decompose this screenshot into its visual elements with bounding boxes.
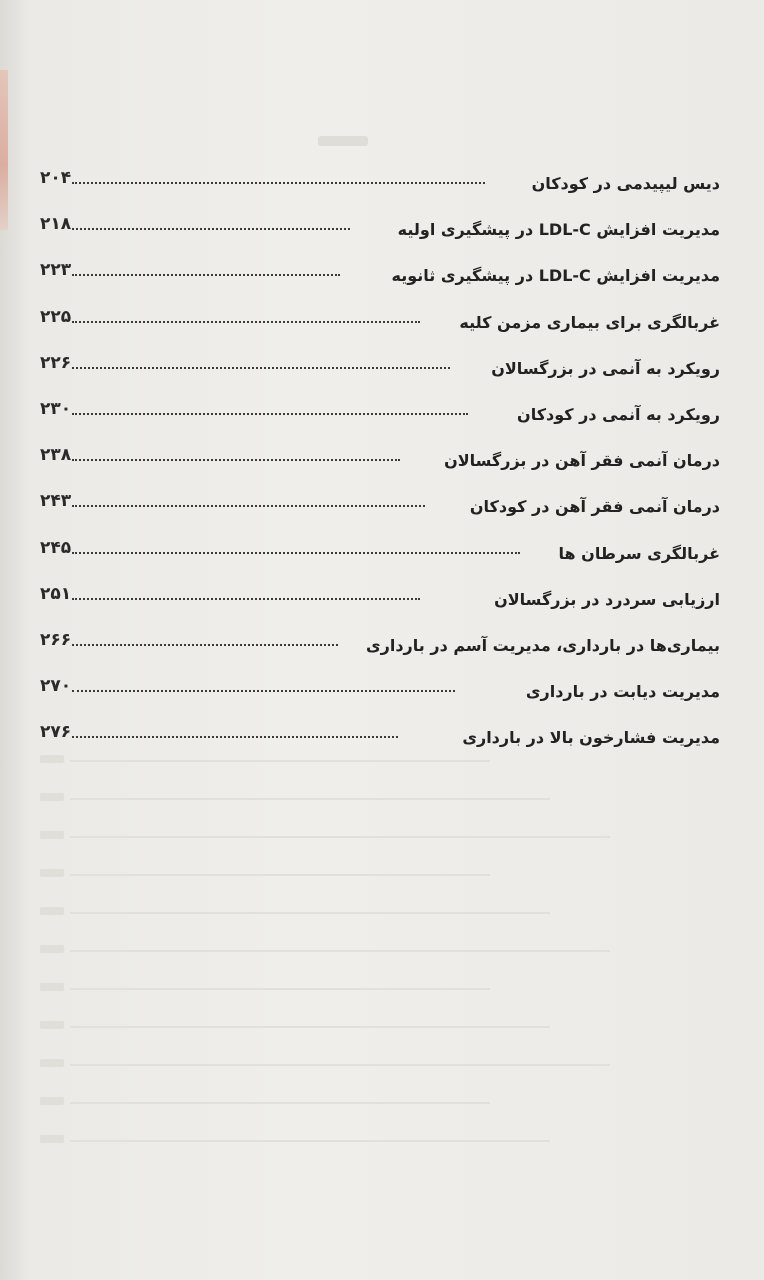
toc-leader-dots bbox=[72, 182, 485, 184]
toc-page-number: ۲۷۶ bbox=[40, 722, 72, 743]
toc-entry bbox=[40, 668, 720, 714]
toc-page-number: ۲۲۶ bbox=[40, 352, 72, 373]
show-through-title bbox=[318, 136, 368, 146]
toc-entry-title: مدیریت فشارخون بالا در بارداری bbox=[462, 728, 720, 748]
toc-page-number: ۲۳۰ bbox=[40, 398, 72, 419]
toc-page-number: ۲۳۸ bbox=[40, 445, 72, 466]
toc-entry bbox=[40, 483, 720, 529]
toc-entry-title: درمان آنمی فقر آهن در کودکان bbox=[469, 497, 720, 517]
toc-entry bbox=[40, 714, 720, 760]
toc-page-number: ۲۶۶ bbox=[40, 629, 72, 650]
toc-leader-dots bbox=[72, 413, 468, 415]
toc-entry bbox=[40, 160, 720, 206]
toc-entry-title: درمان آنمی فقر آهن در بزرگسالان bbox=[444, 451, 720, 471]
toc-leader-dots bbox=[72, 321, 420, 323]
toc-leader-dots bbox=[72, 274, 340, 276]
toc-entry-title: ارزیابی سردرد در بزرگسالان bbox=[494, 589, 720, 609]
toc-entry bbox=[40, 345, 720, 391]
toc-page-number: ۲۱۸ bbox=[40, 214, 72, 235]
toc-leader-dots bbox=[72, 228, 350, 230]
toc-entry bbox=[40, 622, 720, 668]
toc-entry-title: مدیریت افزایش LDL-C در پیشگیری اولیه bbox=[397, 220, 720, 240]
toc-leader-dots bbox=[72, 367, 450, 369]
toc-entry-title: مدیریت دیابت در بارداری bbox=[525, 682, 720, 702]
toc-entry-title: رویکرد به آنمی در کودکان bbox=[517, 404, 720, 424]
toc-leader-dots bbox=[72, 552, 520, 554]
toc-page-number: ۲۲۵ bbox=[40, 306, 72, 327]
table-of-contents bbox=[40, 160, 720, 760]
toc-page-number: ۲۲۳ bbox=[40, 260, 72, 281]
toc-entry-title: مدیریت افزایش LDL-C در پیشگیری ثانویه bbox=[391, 266, 720, 286]
toc-entry bbox=[40, 206, 720, 252]
toc-leader-dots bbox=[72, 598, 420, 600]
toc-page-number: ۲۷۰ bbox=[40, 676, 72, 697]
toc-leader-dots bbox=[72, 644, 338, 646]
toc-page-number: ۲۰۴ bbox=[40, 168, 72, 188]
toc-page-number: ۲۴۳ bbox=[40, 491, 72, 512]
toc-entry bbox=[40, 437, 720, 483]
toc-entry-title: رویکرد به آنمی در بزرگسالان bbox=[491, 358, 720, 378]
toc-entry-title: دیس لیپیدمی در کودکان bbox=[531, 174, 720, 193]
toc-leader-dots bbox=[72, 459, 400, 461]
toc-leader-dots bbox=[72, 690, 455, 692]
toc-leader-dots bbox=[72, 505, 425, 507]
toc-entry-title: غربالگری سرطان ها bbox=[558, 543, 720, 563]
toc-entry-title: بیماری‌ها در بارداری، مدیریت آسم در بارداری bbox=[365, 635, 720, 655]
toc-entry bbox=[40, 252, 720, 298]
toc-page-number: ۲۵۱ bbox=[40, 583, 72, 604]
toc-entry bbox=[40, 576, 720, 622]
toc-entry bbox=[40, 299, 720, 345]
page-edge-shadow bbox=[0, 70, 8, 230]
toc-entry bbox=[40, 391, 720, 437]
toc-entry-title: غربالگری برای بیماری مزمن کلیه bbox=[459, 312, 720, 332]
toc-leader-dots bbox=[72, 736, 398, 738]
toc-entry bbox=[40, 530, 720, 576]
toc-page-number: ۲۴۵ bbox=[40, 537, 72, 558]
